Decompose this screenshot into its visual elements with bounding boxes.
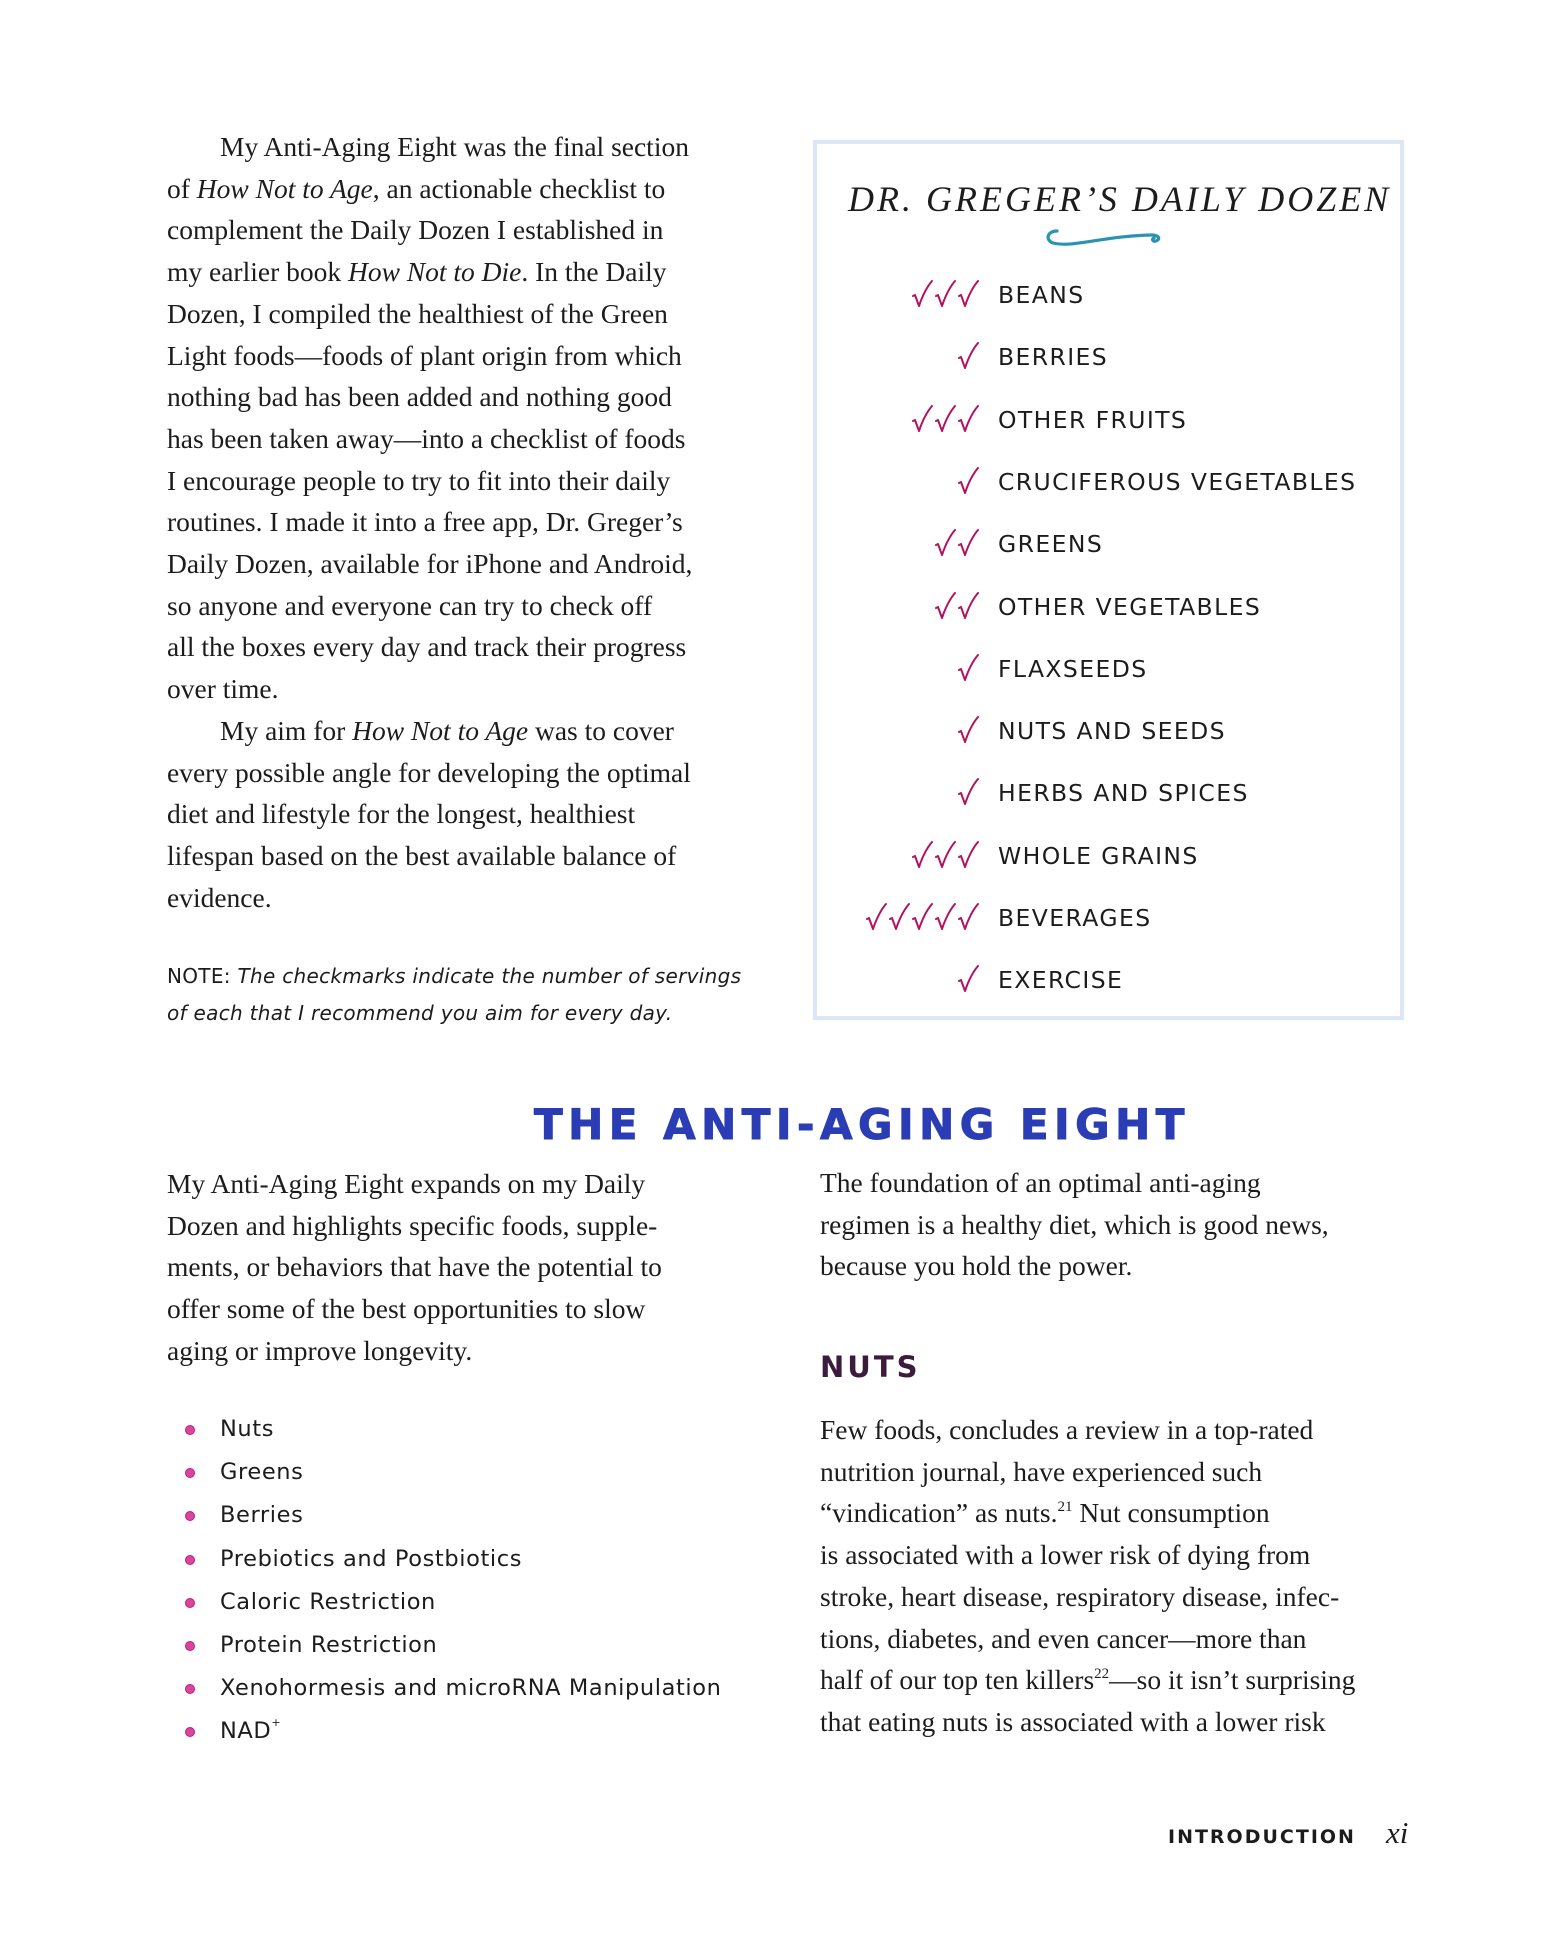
text-line <box>820 1162 1410 1204</box>
text-run: My aim for <box>220 714 353 746</box>
daily-dozen-item <box>840 589 1390 629</box>
checkmark-icon <box>957 466 979 496</box>
servings-checkmarks <box>957 964 979 998</box>
text-run: has been taken away—into a checklist of foods <box>167 422 686 454</box>
text-run: every possible angle for developing the optimal <box>167 756 691 788</box>
text-run: lifespan based on the best available balance of <box>167 839 677 871</box>
servings-checkmarks <box>911 404 979 438</box>
list-item-label: Berries <box>220 1502 304 1529</box>
text-line <box>167 1288 767 1330</box>
text-run: “vindication” as nuts. <box>820 1497 1058 1529</box>
servings-checkmarks <box>934 528 979 562</box>
daily-dozen-item-label: WHOLE GRAINS <box>998 841 1199 870</box>
text-run: My Anti-Aging Eight expands on my Daily <box>167 1168 646 1199</box>
text-line <box>167 251 782 293</box>
text-run: nothing bad has been added and nothing good <box>167 381 672 413</box>
daily-dozen-item <box>840 775 1390 815</box>
checkmark-icon <box>865 902 887 932</box>
text-line <box>820 1534 1420 1576</box>
text-line <box>820 1576 1420 1618</box>
checkmark-icon <box>957 591 979 621</box>
text-run: is associated with a lower risk of dying from <box>820 1539 1311 1571</box>
bullet-dot-icon <box>185 1598 195 1608</box>
nuts-subheading: NUTS <box>820 1350 921 1384</box>
text-run: evidence. <box>167 881 272 913</box>
text-line <box>167 335 782 377</box>
text-run: Dozen, I compiled the healthiest of the Green <box>167 297 668 329</box>
checkmark-icon <box>957 528 979 558</box>
list-item <box>183 1412 722 1455</box>
text-line <box>167 501 782 543</box>
text-run: routines. I made it into a free app, Dr. Greger’s <box>167 506 683 538</box>
servings-checkmarks <box>911 279 979 313</box>
bullet-dot-icon <box>185 1468 195 1478</box>
checkmark-icon <box>934 404 956 434</box>
note-text-line-2: of each that I recommend you aim for every day. <box>167 1001 673 1025</box>
daily-dozen-item-label: CRUCIFEROUS VEGETABLES <box>998 467 1357 496</box>
checkmark-note <box>167 958 741 1032</box>
text-line <box>167 209 782 251</box>
text-line <box>820 1409 1420 1451</box>
list-item-label: Caloric Restriction <box>220 1588 436 1615</box>
text-line <box>167 626 782 668</box>
text-run: My Anti-Aging Eight was the final section <box>220 131 689 162</box>
list-item-label: Xenohormesis and microRNA Manipulation <box>220 1675 722 1702</box>
text-line <box>167 877 782 919</box>
servings-checkmarks <box>865 902 979 936</box>
text-run: that eating nuts is associated with a lower risk <box>820 1705 1326 1737</box>
text-line <box>167 1163 767 1205</box>
checkmark-icon <box>957 964 979 994</box>
text-line <box>167 585 782 627</box>
text-run: offer some of the best opportunities to slow <box>167 1293 646 1325</box>
daily-dozen-item-label: FLAXSEEDS <box>998 654 1148 683</box>
servings-checkmarks <box>957 715 979 749</box>
daily-dozen-item-label: BERRIES <box>998 343 1109 372</box>
servings-checkmarks <box>957 777 979 811</box>
anti-aging-eight-list <box>183 1412 722 1758</box>
checkmark-icon <box>957 715 979 745</box>
text-run: half of our top ten killers <box>820 1664 1095 1696</box>
text-run: . In the Daily <box>521 256 667 288</box>
text-run: , an actionable checklist to <box>372 172 666 204</box>
text-line <box>820 1451 1420 1493</box>
text-line <box>167 1246 767 1288</box>
daily-dozen-item <box>840 838 1390 878</box>
eight-intro-paragraph <box>167 1163 767 1372</box>
text-run: all the boxes every day and track their progress <box>167 631 687 663</box>
page-number: xi <box>1386 1815 1409 1850</box>
checkmark-icon <box>957 777 979 807</box>
text-run: aging or improve longevity. <box>167 1334 473 1366</box>
daily-dozen-item <box>840 962 1390 1002</box>
footnote-ref: 21 <box>1057 1499 1073 1516</box>
text-line <box>167 126 782 168</box>
text-line <box>167 835 782 877</box>
text-line <box>167 168 782 210</box>
book-title: How Not to Die <box>347 256 522 288</box>
text-run: Daily Dozen, available for iPhone and Android, <box>167 548 693 580</box>
checkmark-icon <box>934 902 956 932</box>
text-line <box>167 1330 767 1372</box>
daily-dozen-item-label: EXERCISE <box>998 966 1124 995</box>
checkmark-icon <box>957 653 979 683</box>
list-item <box>183 1585 722 1628</box>
running-footer-section: INTRODUCTION <box>1168 1826 1356 1848</box>
text-line <box>820 1659 1420 1701</box>
list-item-label: Prebiotics and Postbiotics <box>220 1545 523 1572</box>
checkmark-icon <box>911 840 933 870</box>
list-item <box>183 1671 722 1714</box>
list-item <box>183 1498 722 1541</box>
checkmark-icon <box>957 902 979 932</box>
daily-dozen-item-label: HERBS AND SPICES <box>998 779 1249 808</box>
text-line <box>820 1618 1420 1660</box>
checkmark-icon <box>934 528 956 558</box>
flourish-ornament-icon <box>1043 226 1163 248</box>
bullet-dot-icon <box>185 1555 195 1565</box>
daily-dozen-item-label: OTHER FRUITS <box>998 405 1188 434</box>
list-item-label: Greens <box>220 1459 304 1486</box>
text-run: was to cover <box>528 714 674 746</box>
daily-dozen-item <box>840 339 1390 379</box>
bullet-dot-icon <box>185 1727 195 1737</box>
bullet-dot-icon <box>185 1641 195 1651</box>
text-line <box>167 543 782 585</box>
text-run: Nut consumption <box>1072 1497 1270 1529</box>
text-line <box>167 752 782 794</box>
daily-dozen-title: DR. GREGER’S DAILY DOZEN <box>848 179 1392 219</box>
text-run: —so it isn’t surprising <box>1109 1664 1356 1696</box>
text-run: tions, diabetes, and even cancer—more than <box>820 1622 1307 1654</box>
bullet-dot-icon <box>185 1684 195 1694</box>
checkmark-icon <box>957 404 979 434</box>
text-run: Light foods—foods of plant origin from which <box>167 339 682 371</box>
bullet-dot-icon <box>185 1511 195 1521</box>
text-run: Few foods, concludes a review in a top-rated <box>820 1414 1314 1445</box>
foundation-paragraph <box>820 1162 1410 1287</box>
checkmark-icon <box>911 279 933 309</box>
text-run: of <box>167 172 197 204</box>
nuts-paragraph <box>820 1409 1420 1743</box>
note-label: NOTE: <box>167 964 231 988</box>
text-run: Dozen and highlights specific foods, supple- <box>167 1209 658 1241</box>
daily-dozen-item-label: OTHER VEGETABLES <box>998 592 1262 621</box>
text-run: my earlier book <box>167 256 348 288</box>
text-run: ments, or behaviors that have the potential to <box>167 1251 662 1283</box>
text-line <box>167 460 782 502</box>
checkmark-icon <box>911 404 933 434</box>
servings-checkmarks <box>957 466 979 500</box>
intro-paragraph <box>167 126 782 918</box>
text-run: because you hold the power. <box>820 1250 1133 1282</box>
servings-checkmarks <box>934 591 979 625</box>
text-line <box>820 1245 1410 1287</box>
footnote-ref: 22 <box>1094 1666 1110 1683</box>
text-line <box>167 1205 767 1247</box>
daily-dozen-item <box>840 651 1390 691</box>
checkmark-icon <box>934 840 956 870</box>
list-item-label: NAD <box>220 1718 272 1745</box>
text-run: stroke, heart disease, respiratory disease, infec- <box>820 1580 1340 1612</box>
daily-dozen-item <box>840 402 1390 442</box>
checkmark-icon <box>934 279 956 309</box>
servings-checkmarks <box>957 653 979 687</box>
servings-checkmarks <box>911 840 979 874</box>
text-run: diet and lifestyle for the longest, healthiest <box>167 798 636 830</box>
daily-dozen-item-label: BEVERAGES <box>998 904 1152 932</box>
text-run: regimen is a healthy diet, which is good news, <box>820 1208 1329 1240</box>
note-text-line-1: The checkmarks indicate the number of servings <box>230 964 742 988</box>
text-line <box>820 1701 1420 1743</box>
list-item <box>183 1542 722 1585</box>
bullet-dot-icon <box>185 1425 195 1435</box>
text-run: complement the Daily Dozen I established in <box>167 214 664 246</box>
text-line <box>820 1204 1410 1246</box>
text-line <box>167 668 782 710</box>
text-line <box>820 1492 1420 1534</box>
text-line <box>167 418 782 460</box>
text-run: over time. <box>167 673 279 705</box>
list-item <box>183 1455 722 1498</box>
text-run: nutrition journal, have experienced such <box>820 1455 1263 1487</box>
book-title: How Not to Age <box>196 172 373 204</box>
text-run: so anyone and everyone can try to check off <box>167 589 653 621</box>
checkmark-icon <box>888 902 910 932</box>
checkmark-icon <box>911 902 933 932</box>
text-run: I encourage people to try to fit into their daily <box>167 464 671 496</box>
daily-dozen-item <box>840 900 1390 940</box>
servings-checkmarks <box>957 341 979 375</box>
list-item-label: Protein Restriction <box>220 1631 438 1658</box>
text-line <box>167 710 782 752</box>
checkmark-icon <box>957 279 979 309</box>
daily-dozen-item <box>840 526 1390 566</box>
daily-dozen-item <box>840 464 1390 504</box>
daily-dozen-box <box>813 140 1404 1020</box>
checkmark-icon <box>934 591 956 621</box>
list-item <box>183 1628 722 1671</box>
section-heading: THE ANTI-AGING EIGHT <box>534 1100 1190 1149</box>
list-item-label: Nuts <box>220 1416 275 1442</box>
text-run: The foundation of an optimal anti-aging <box>820 1167 1261 1198</box>
text-line <box>167 293 782 335</box>
daily-dozen-item-label: GREENS <box>998 530 1104 559</box>
checkmark-icon <box>957 840 979 870</box>
book-title: How Not to Age <box>352 714 529 746</box>
list-item <box>183 1714 722 1757</box>
superscript: + <box>271 1716 282 1730</box>
daily-dozen-item-label: NUTS AND SEEDS <box>998 717 1226 746</box>
text-line <box>167 793 782 835</box>
daily-dozen-item <box>840 277 1390 317</box>
checkmark-icon <box>957 341 979 371</box>
daily-dozen-item-label: BEANS <box>998 281 1085 309</box>
text-line <box>167 376 782 418</box>
daily-dozen-item <box>840 713 1390 753</box>
